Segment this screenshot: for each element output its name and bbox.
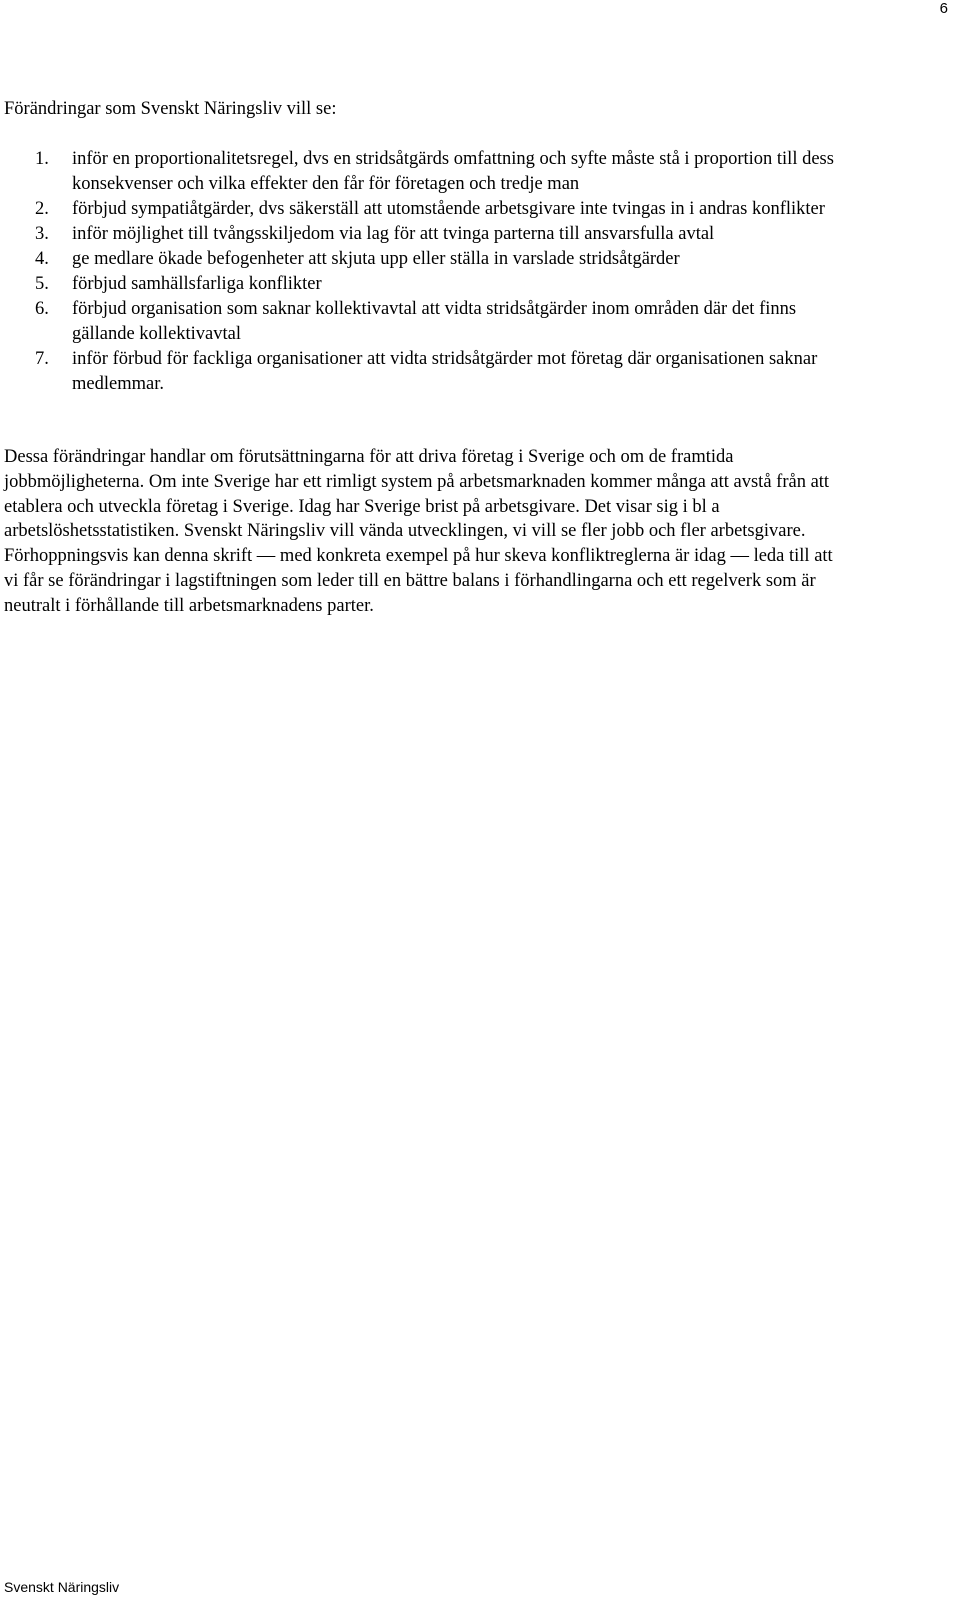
list-item (4, 247, 844, 272)
list-item-number: 3. (35, 224, 49, 244)
body-paragraph: Dessa förändringar handlar om förutsättningarna för att driva företag i Sverige och om de framtida jobbmöjligheterna. Om inte Sverige har ett rimligt system på arbetsmarknaden kommer många att avstå från att etablera och utveckla företag i Sverige. Idag har Sverige brist på arbetsgivare. Det visar sig i bl a arbetslöshetsstatistiken. Svenskt Näringsliv vill vända utvecklingen, vi vill se fler jobb och fler arbetsgivare. Förhoppningsvis kan denna skrift — med konkreta exempel på hur skeva konfliktreglerna är idag — leda till att vi får se förändringar i lagstiftningen som leder till en bättre balans i förhandlingarna och ett regelverk som är neutralt i förhållande till arbetsmarknadens parter. (4, 447, 833, 616)
list-item-number: 1. (35, 149, 49, 169)
list-item-number: 5. (35, 274, 49, 294)
list-item-number: 7. (35, 349, 49, 369)
list-item (4, 347, 844, 397)
list-item-text: förbjud sympatiåtgärder, dvs säkerställ att utomstående arbetsgivare inte tvingas in i andras konflikter (72, 199, 825, 219)
list-item-text: inför förbud för fackliga organisationer att vidta stridsåtgärder mot företag där organisationen saknar medlemmar. (72, 349, 818, 394)
list-item-text: inför möjlighet till tvångsskiljedom via lag för att tvinga parterna till ansvarsfulla avtal (72, 224, 715, 244)
list-item-text: ge medlare ökade befogenheter att skjuta upp eller ställa in varslade stridsåtgärder (72, 249, 680, 269)
list-item-text: förbjud organisation som saknar kollektivavtal att vidta stridsåtgärder inom områden där det finns gällande kollektivavtal (72, 299, 797, 344)
list-item (4, 147, 844, 197)
intro-heading: Förändringar som Svenskt Näringsliv vill se: (4, 99, 337, 119)
list-item (4, 222, 844, 247)
change-list (4, 147, 844, 397)
list-item-number: 4. (35, 249, 49, 269)
list-item (4, 272, 844, 297)
page-number: 6 (939, 0, 948, 17)
footer-organization: Svenskt Näringsliv (4, 1579, 120, 1595)
list-item (4, 197, 844, 222)
list-item-number: 6. (35, 299, 49, 319)
list-item-text: inför en proportionalitetsregel, dvs en stridsåtgärds omfattning och syfte måste stå i proportion till dess konsekvenser och vilka effekter den får för företagen och tredje man (72, 149, 834, 194)
list-item (4, 297, 844, 347)
list-item-number: 2. (35, 199, 49, 219)
list-item-text: förbjud samhällsfarliga konflikter (72, 274, 322, 294)
